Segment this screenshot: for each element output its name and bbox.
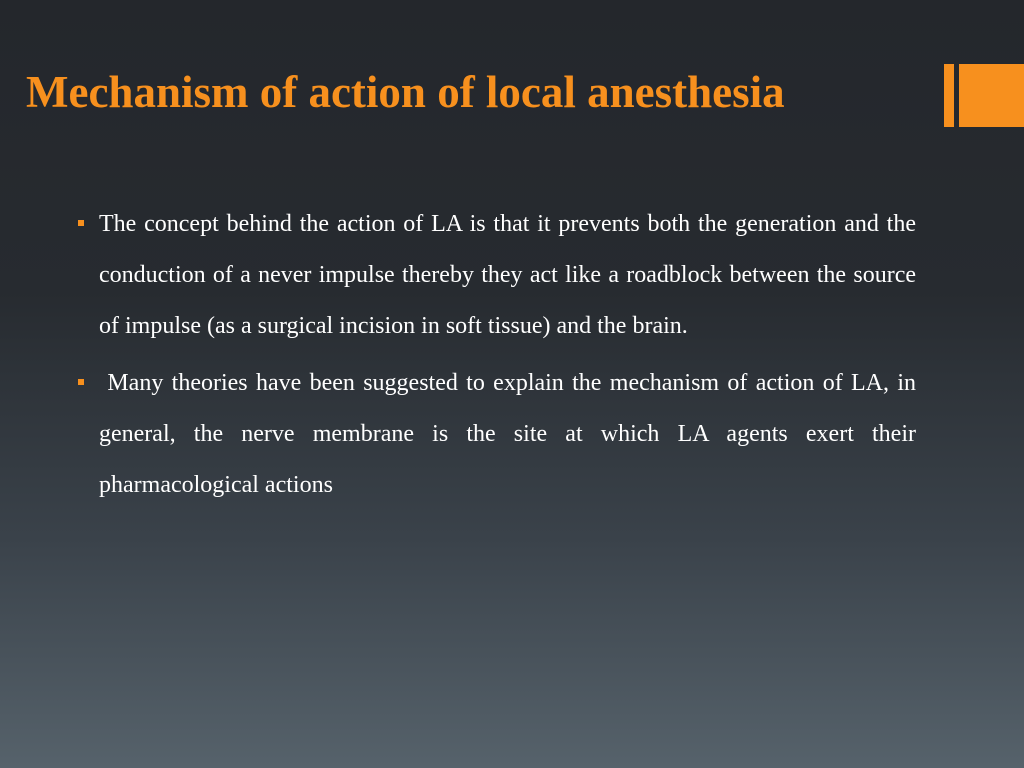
square-bullet-icon (78, 220, 84, 226)
bullet-item-1 (78, 199, 916, 352)
bullet-list (78, 199, 922, 517)
title-accent-bar-thick (959, 64, 1024, 127)
slide-title: Mechanism of action of local anesthesia (26, 67, 785, 117)
title-accent-bar-thin (944, 64, 954, 127)
bullet-text-1: The concept behind the action of LA is that it prevents both the generation and the conduction of a never impulse thereby they act like a roadblock between the source of impulse (as a surgical incision in soft tissue) and the brain. (99, 211, 916, 339)
bullet-item-2 (78, 358, 922, 511)
square-bullet-icon (78, 379, 84, 385)
bullet-text-2: Many theories have been suggested to explain the mechanism of action of LA, in general, the nerve membrane is the site at which LA agents exert their pharmacological actions (99, 370, 922, 498)
